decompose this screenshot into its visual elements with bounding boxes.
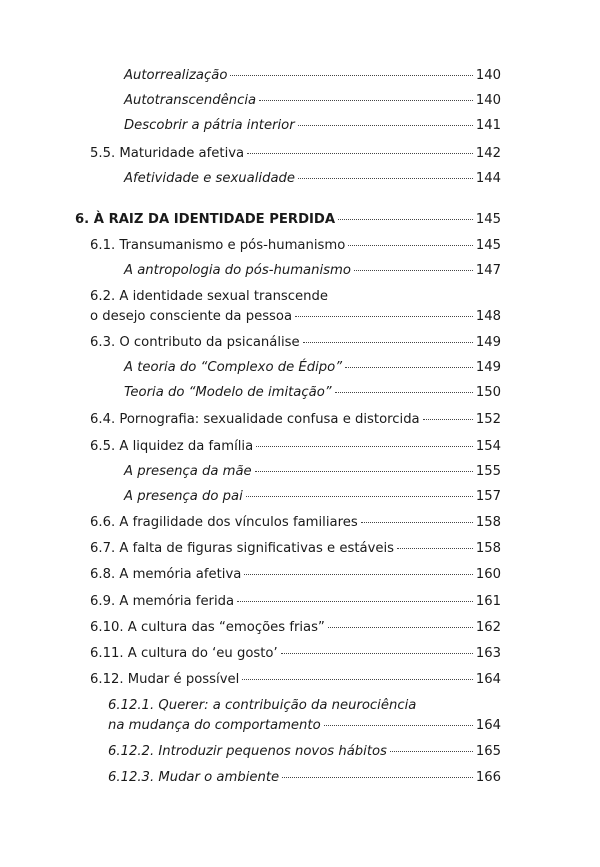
leader-dots — [298, 125, 473, 126]
toc-entry-page: 164 — [475, 718, 501, 733]
leader-dots — [281, 653, 473, 654]
toc-entry-title: 6.10. A cultura das “emoções frias” — [90, 620, 325, 635]
leader-dots — [298, 178, 473, 179]
toc-entry-title: A teoria do “Complexo de Édipo” — [124, 360, 343, 375]
toc-entry-page: 150 — [475, 385, 501, 400]
toc-entry-title: 6.9. A memória ferida — [90, 594, 235, 609]
leader-dots — [259, 100, 473, 101]
toc-entry — [90, 437, 501, 457]
toc-entry — [108, 742, 501, 762]
toc-entry-title: 6.3. O contributo da psicanálise — [90, 335, 300, 350]
toc-entry-title: Autorrealização — [124, 68, 228, 83]
leader-dots — [328, 627, 473, 628]
toc-entry-page: 162 — [475, 620, 501, 635]
toc-entry-title-line1: 6.12.1. Querer: a contribuição da neurociência — [108, 698, 417, 713]
leader-dots — [244, 574, 472, 575]
toc-entry — [90, 513, 501, 533]
toc-entry — [124, 487, 501, 507]
toc-entry-page: 163 — [475, 646, 501, 661]
toc-entry — [124, 261, 501, 281]
toc-entry-page: 147 — [475, 263, 501, 278]
toc-entry-title: 6.1. Transumanismo e pós-humanismo — [90, 238, 346, 253]
toc-entry-title: Autotranscendência — [124, 93, 257, 108]
leader-dots — [338, 219, 473, 220]
toc-entry-title: Teoria do “Modelo de imitação” — [124, 385, 332, 400]
leader-dots — [397, 548, 473, 549]
leader-dots — [303, 342, 473, 343]
toc-entry-title: A antropologia do pós-humanismo — [124, 263, 351, 278]
toc-entry-title: 6.4. Pornografia: sexualidade confusa e distorcida — [90, 412, 420, 427]
leader-dots — [237, 601, 473, 602]
toc-entry — [90, 539, 501, 559]
toc-entry-title: 5.5. Maturidade afetiva — [90, 146, 245, 161]
toc-entry-page: 149 — [475, 360, 501, 375]
toc-entry-page: 158 — [475, 541, 501, 556]
toc-entry-title: 6.12. Mudar é possível — [90, 672, 240, 687]
toc-entry-title: Descobrir a pátria interior — [124, 118, 295, 133]
toc-entry-page: 161 — [475, 594, 501, 609]
leader-dots — [230, 75, 472, 76]
toc-entry-page: 165 — [475, 744, 501, 759]
toc-entry-page: 154 — [475, 439, 501, 454]
toc-entry-page: 145 — [475, 238, 501, 253]
toc-entry — [90, 565, 501, 585]
toc-entry — [90, 592, 501, 612]
toc-entry-title: 6.7. A falta de figuras significativas e estáveis — [90, 541, 395, 556]
toc-entry-page: 140 — [475, 68, 501, 83]
toc-entry-title: na mudança do comportamento — [108, 718, 321, 733]
toc-entry-page: 142 — [475, 146, 501, 161]
toc-entry-page: 166 — [475, 770, 501, 785]
leader-dots — [295, 316, 473, 317]
leader-dots — [246, 496, 473, 497]
toc-entry — [108, 768, 501, 788]
leader-dots — [354, 270, 473, 271]
leader-dots — [255, 471, 473, 472]
toc-entry-page: 140 — [475, 93, 501, 108]
leader-dots — [361, 522, 473, 523]
leader-dots — [345, 367, 473, 368]
toc-entry-page: 144 — [475, 171, 501, 186]
toc-entry-page: 141 — [475, 118, 501, 133]
toc-entry-page: 158 — [475, 515, 501, 530]
leader-dots — [242, 679, 473, 680]
toc-entry-page: 148 — [475, 309, 501, 324]
leader-dots — [335, 392, 473, 393]
leader-dots — [324, 725, 473, 726]
toc-entry — [90, 644, 501, 664]
toc-entry-title: A presença da mãe — [124, 464, 252, 479]
toc-entry — [90, 618, 501, 638]
toc-entry-title: 6.8. A memória afetiva — [90, 567, 242, 582]
toc-entry-title: 6.12.2. Introduzir pequenos novos hábitos — [108, 744, 387, 759]
toc-entry — [90, 287, 501, 327]
leader-dots — [256, 446, 473, 447]
toc-entry-page: 152 — [475, 412, 501, 427]
toc-entry-title: 6.5. A liquidez da família — [90, 439, 254, 454]
toc-entry-page: 157 — [475, 489, 501, 504]
toc-entry — [124, 66, 501, 86]
toc-entry — [124, 169, 501, 189]
toc-entry-page: 160 — [475, 567, 501, 582]
toc-entry — [108, 696, 501, 736]
toc-entry-title: Afetividade e sexualidade — [124, 171, 296, 186]
toc-entry-page: 155 — [475, 464, 501, 479]
toc-entry-title: o desejo consciente da pessoa — [90, 309, 293, 324]
toc-entry — [124, 462, 501, 482]
toc-entry-title: A presença do pai — [124, 489, 243, 504]
leader-dots — [423, 419, 473, 420]
leader-dots — [282, 777, 473, 778]
toc-chapter-heading — [75, 210, 501, 230]
toc-entry-page: 149 — [475, 335, 501, 350]
toc-entry — [90, 670, 501, 690]
toc-entry-title-line1: 6.2. A identidade sexual transcende — [90, 289, 328, 304]
toc-entry-page: 164 — [475, 672, 501, 687]
toc-entry — [124, 358, 501, 378]
leader-dots — [348, 245, 473, 246]
toc-entry-page: 145 — [475, 212, 501, 227]
toc-entry — [90, 236, 501, 256]
leader-dots — [390, 751, 473, 752]
leader-dots — [247, 153, 473, 154]
toc-entry — [124, 383, 501, 403]
toc-entry — [90, 333, 501, 353]
toc-entry-title: 6.11. A cultura do ‘eu gosto’ — [90, 646, 278, 661]
toc-entry-title: 6. À RAIZ DA IDENTIDADE PERDIDA — [75, 212, 336, 227]
toc-entry — [90, 144, 501, 164]
toc-entry — [124, 116, 501, 136]
toc-entry — [90, 410, 501, 430]
toc-entry-title: 6.12.3. Mudar o ambiente — [108, 770, 280, 785]
toc-entry-title: 6.6. A fragilidade dos vínculos familiares — [90, 515, 358, 530]
toc-entry — [124, 91, 501, 111]
